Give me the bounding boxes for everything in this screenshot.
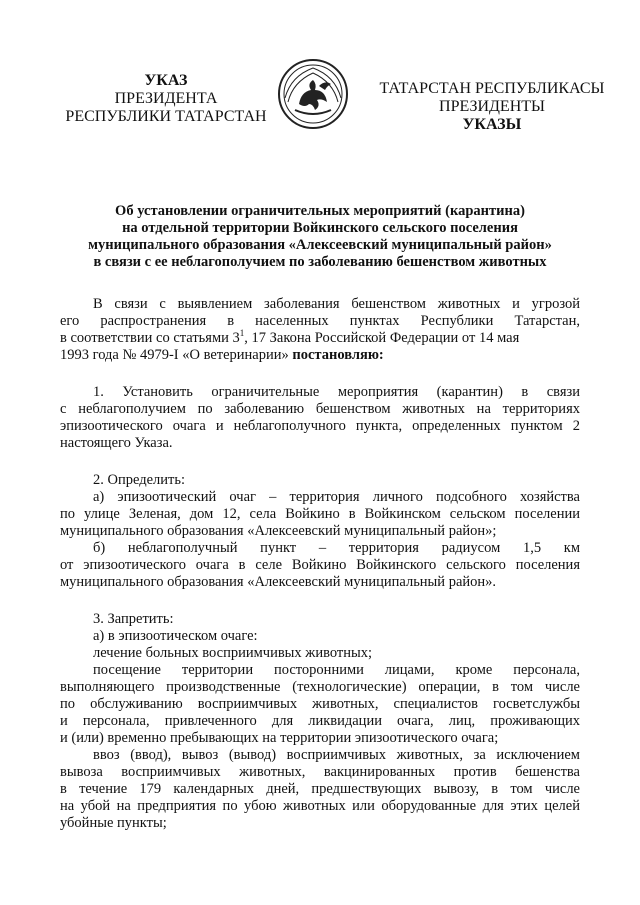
title-line: муниципального образования «Алексеевский муниципальный район» [88, 237, 552, 253]
tatarstan-coat-of-arms-icon [277, 58, 349, 130]
preamble-line [60, 347, 580, 364]
superscript: 1 [239, 328, 245, 338]
item-3a-point-line: вывоза восприимчивых животных, вакцинированных против бешенства [60, 764, 580, 780]
title-line: Об установлении ограничительных мероприятий (карантина) [115, 203, 525, 219]
preamble-text: 1993 года № 4979-I «О ветеринарии» [60, 347, 293, 363]
item-3a-point-line: выполняющего производственные (технологические) операции, в том числе [60, 679, 580, 695]
item-3a-point-line: и (или) временно пребывающих на территории эпизоотического очага; [60, 730, 499, 746]
item-2-heading: 2. Определить: [93, 472, 186, 488]
header-right [362, 80, 622, 134]
decree-verb: постановляю: [292, 347, 384, 363]
header-left-line-1: УКАЗ [144, 72, 188, 89]
header-right-line-3: УКАЗЫ [462, 116, 522, 133]
item-3a-point-line: на убой на предприятия по убою животных или оборудованные для этих целей [60, 798, 580, 814]
item-2b-line: муниципального образования «Алексеевский муниципальный район». [60, 574, 497, 590]
preamble-text: , 17 Закона Российской Федерации от 14 мая [244, 330, 520, 346]
header-right-line-1: ТАТАРСТАН РЕСПУБЛИКАСЫ [379, 80, 605, 97]
preamble-line: его распространения в населенных пунктах Республики Татарстан, [60, 313, 580, 329]
item-3a-point-line: и персонала, привлеченного для ликвидации очага, лиц, проживающих [60, 713, 580, 729]
header-left-line-2: ПРЕЗИДЕНТА [114, 90, 218, 107]
header-left-line-3: РЕСПУБЛИКИ ТАТАРСТАН [65, 108, 267, 125]
item-2b-line: б) неблагополучный пункт – территория радиусом 1,5 км [93, 540, 580, 556]
item-1-line: эпизоотического очага и неблагополучного пункта, определенных пунктом 2 [60, 418, 580, 434]
item-2a-line: по улице Зеленая, дом 12, села Войкино в Войкинском сельском поселении [60, 506, 580, 522]
item-1-line: 1. Установить ограничительные мероприятия (карантин) в связи [93, 384, 580, 400]
item-1-line: с неблагополучием по заболеванию бешенством животных на территориях [60, 401, 580, 417]
item-3a-point-line: в течение 179 календарных дней, предшествующих вывозу, в том числе [60, 781, 580, 797]
preamble-line: В связи с выявлением заболевания бешенством животных и угрозой [93, 296, 580, 312]
header-right-line-2: ПРЕЗИДЕНТЫ [439, 98, 545, 115]
preamble-text: в соответствии со статьями 3 [60, 330, 240, 346]
title-line: на отдельной территории Войкинского сельского поселения [122, 220, 518, 236]
item-3-heading: 3. Запретить: [93, 611, 174, 627]
item-3a-point: лечение больных восприимчивых животных; [93, 645, 372, 661]
item-2a-line: а) эпизоотический очаг – территория личного подсобного хозяйства [93, 489, 580, 505]
item-3a-point-line: по обслуживанию восприимчивых животных, специалистов госветслужбы [60, 696, 580, 712]
item-1-line: настоящего Указа. [60, 435, 173, 451]
item-3a-point-line: ввоз (ввод), вывоз (вывод) восприимчивых животных, за исключением [93, 747, 580, 763]
item-3a-heading: а) в эпизоотическом очаге: [93, 628, 258, 644]
preamble-line [60, 330, 580, 347]
item-2a-line: муниципального образования «Алексеевский муниципальный район»; [60, 523, 497, 539]
item-3a-point-line: убойные пункты; [60, 815, 167, 831]
title-line: в связи с ее неблагополучием по заболеванию бешенством животных [93, 254, 547, 270]
header-left [56, 72, 276, 126]
decree-title [60, 203, 580, 271]
item-2b-line: от эпизоотического очага в селе Войкино Войкинского сельского поселения [60, 557, 580, 573]
decree-body [60, 296, 580, 832]
item-3a-point-line: посещение территории посторонними лицами, кроме персонала, [93, 662, 580, 678]
